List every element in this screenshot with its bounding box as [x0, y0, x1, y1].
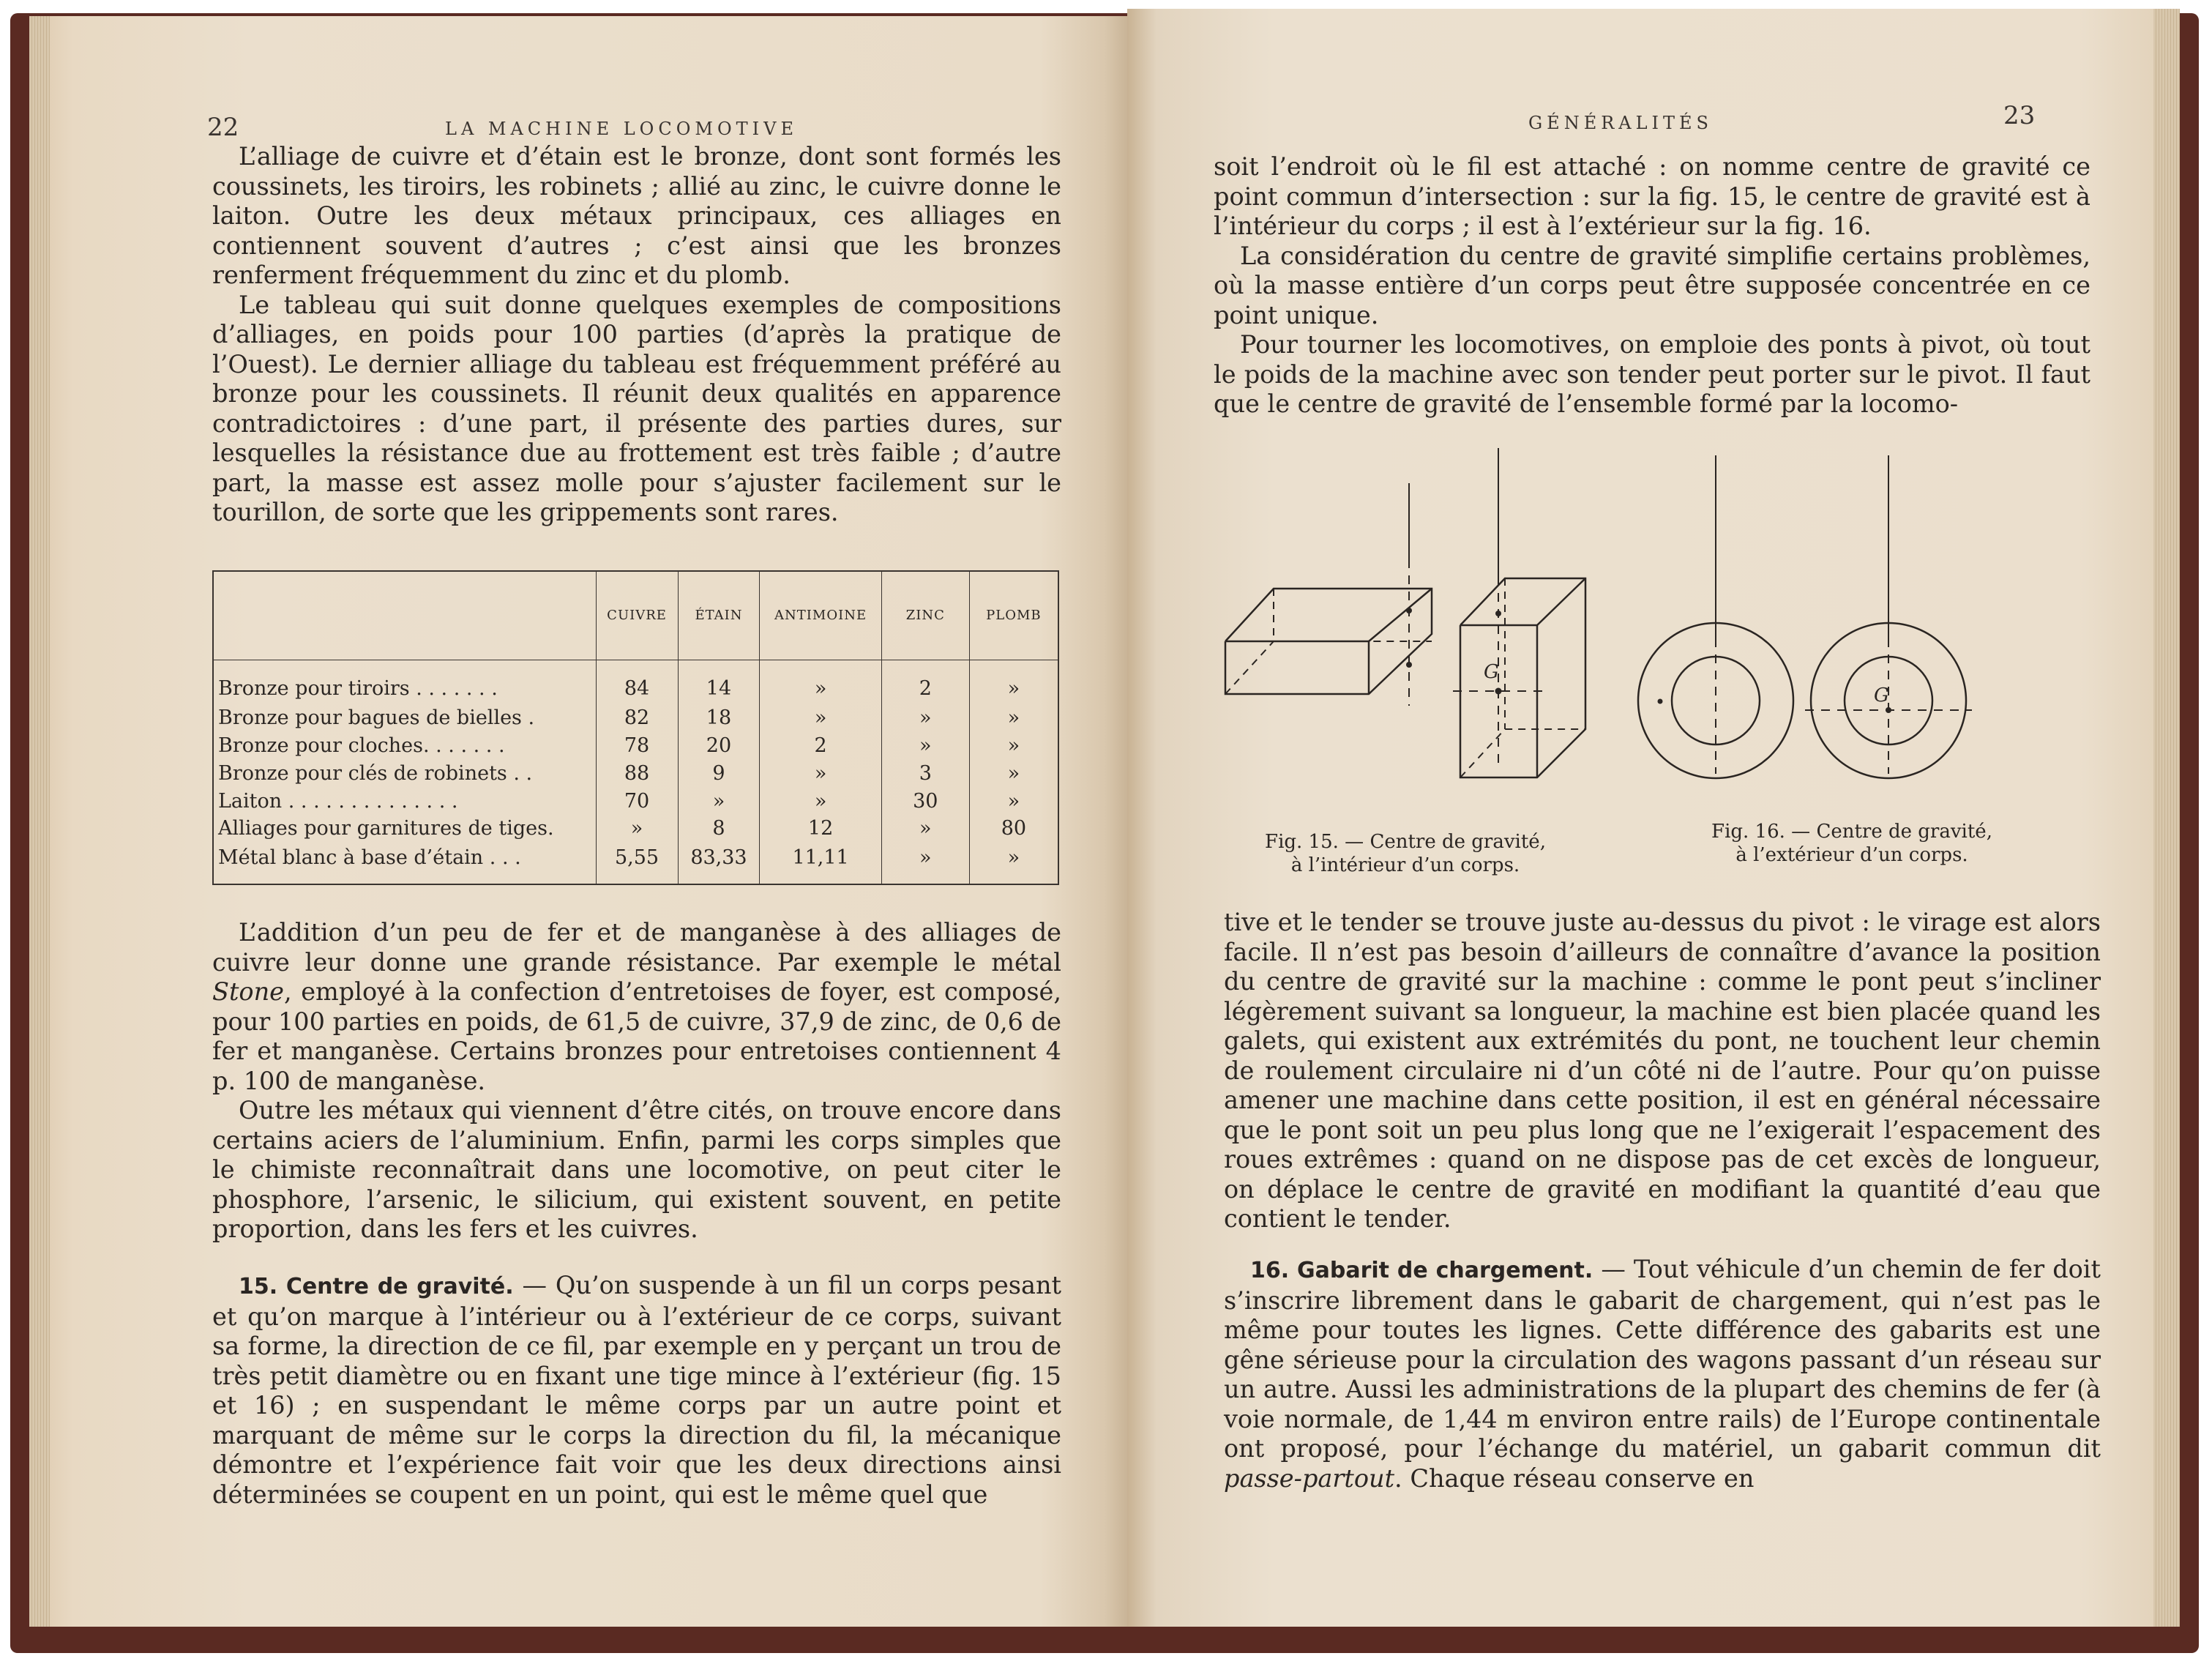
- paragraph: soit l’endroit où le fil est attaché : on nomme centre de gravité ce point commun d’intersection : sur la fig. 15, le centre de gravité est à l’intérieur du corps ; il est à l’extérieur sur la fig. 16.: [1214, 152, 2090, 240]
- cell: 3: [881, 760, 969, 788]
- paragraph: 16. Gabarit de chargement. — Tout véhicule d’un chemin de fer doit s’inscrire librement dans le gabarit de chargement, qui n’est pas le même pour toutes les lignes. Cette différence des gabarits est une gêne sérieuse pour la circulation des wagons passant d’un réseau sur un autre. Aussi les administrations de la plupart des chemins de fer (à voie normale, de 1,44 m environ entre rails) de l’Europe continentale ont proposé, pour l’échange du matériel, un gabarit commun dit passe-partout. Chaque réseau conserve en: [1224, 1255, 2101, 1493]
- center-of-gravity-dot: [1495, 688, 1502, 695]
- table-row: [213, 732, 1058, 760]
- table-row: [213, 843, 1058, 884]
- alloy-composition-table: [212, 570, 1059, 885]
- box-outline: [1460, 578, 1585, 777]
- cell: 88: [596, 760, 678, 788]
- italic-term: passe-partout: [1224, 1463, 1395, 1493]
- figures-15-16: [1222, 433, 2101, 821]
- column-header: ÉTAIN: [678, 571, 760, 660]
- text-block-section-15: [212, 1271, 1061, 1510]
- row-label: Métal blanc à base d’étain . . .: [218, 846, 521, 870]
- cell: »: [760, 705, 881, 733]
- page-number: 23: [2003, 101, 2036, 130]
- cell: 2: [881, 660, 969, 705]
- row-label: Laiton . . . . . . . . . . . . . .: [218, 789, 458, 813]
- cell: 82: [596, 705, 678, 733]
- cell: 70: [596, 788, 678, 816]
- table-row: [213, 816, 1058, 843]
- text-block-section-16: [1224, 1255, 2101, 1493]
- cell: »: [969, 732, 1058, 760]
- cell: 18: [678, 705, 760, 733]
- point-dot: [1406, 608, 1412, 613]
- text-block-middle: [1224, 908, 2101, 1234]
- text-block-top: [212, 142, 1061, 528]
- fig15-vertical-box: [1453, 448, 1585, 777]
- cell: 8: [678, 816, 760, 843]
- cell: »: [969, 760, 1058, 788]
- cell: »: [678, 788, 760, 816]
- cell: 2: [760, 732, 881, 760]
- point-dot: [1406, 662, 1412, 668]
- cell: 11,11: [760, 843, 881, 884]
- section-title: 15. Centre de gravité.: [239, 1274, 514, 1299]
- cell: 12: [760, 816, 881, 843]
- paragraph: L’addition d’un peu de fer et de manganèse à des alliages de cuivre leur donne une grande résistance. Par exemple le métal Stone, employé à la confection d’entretoises de foyer, est composé, pour 100 parties en poids, de 61,5 de cuivre, 37,9 de zinc, de 0,6 de fer et manganèse. Certains bronzes pour entretoises contiennent 4 p. 100 de manganèse.: [212, 918, 1061, 1095]
- fig16-ring-right: [1805, 455, 1972, 778]
- row-label: Bronze pour cloches. . . . . . .: [218, 734, 505, 758]
- table-row: [213, 660, 1058, 705]
- cell: »: [881, 843, 969, 884]
- cell: 9: [678, 760, 760, 788]
- cell: 80: [969, 816, 1058, 843]
- cell: »: [969, 843, 1058, 884]
- box-hidden-edges: [1460, 729, 1585, 777]
- paragraph: 15. Centre de gravité. — Qu’on suspende à un fil un corps pesant et qu’on marque à l’intérieur ou à l’extérieur de ce corps, suivant sa forme, la direction de ce fil, par exemple en y perçant un trou de très petit diamètre ou en fixant une tige mince à l’extérieur (fig. 15 et 16) ; en suspendant le même corps par un autre point et marquant de même sur le corps la direction du fil, la mécanique démontre et l’expérience fait voir que les deux directions ainsi déterminées se coupent en un point, qui est le même quel que: [212, 1271, 1061, 1509]
- box-front-top-edge: [1460, 578, 1585, 625]
- running-head: LA MACHINE LOCOMOTIVE: [445, 119, 798, 139]
- center-of-gravity-dot: [1886, 707, 1891, 713]
- fig15-horizontal-box: [1225, 483, 1432, 706]
- paragraph: Le tableau qui suit donne quelques exemples de compositions d’alliages, en poids pour 100 parties (d’après la pratique de l’Ouest). Le dernier alliage du tableau est fréquemment préféré au bronze pour les coussinets. Il réunit deux qualités en apparence contradictoires : d’une part, il présente des parties dures, sur lesquelles la résistance due au frottement est très faible ; d’autre part, la masse est assez molle pour s’ajuster facilement sur le tourillon, de sorte que les grippements sont rares.: [212, 290, 1061, 526]
- left-page: [29, 16, 1127, 1627]
- italic-term: Stone: [212, 977, 284, 1006]
- page-edge: [29, 16, 50, 1627]
- cell: »: [760, 660, 881, 705]
- fig16-caption: Fig. 16. — Centre de gravité, à l’extérieur d’un corps.: [1711, 821, 1992, 866]
- table-row: [213, 788, 1058, 816]
- cell: »: [760, 760, 881, 788]
- row-label: Bronze pour clés de robinets . .: [218, 761, 533, 785]
- cell: »: [596, 816, 678, 843]
- cell: »: [969, 660, 1058, 705]
- cell: »: [760, 788, 881, 816]
- box-front-top-edge: [1225, 589, 1432, 641]
- box-hidden-edges: [1225, 641, 1432, 694]
- paragraph: tive et le tender se trouve juste au-dessus du pivot : le virage est alors facile. Il n’est pas besoin d’ailleurs de connaître d’avance la position du centre de gravité sur la machine : comme le pont peut s’incliner légèrement suivant sa longueur, la machine est bien placée quand les galets, qui existent aux extrémités du pont, ne touchent leur chemin de roulement circulaire ni d’un côté ni de l’autre. Pour qu’on puisse amener une machine dans cette position, il est en général nécessaire que le pont soit un peu plus long que ne l’exigerait l’espacement des roues extrêmes : quand on ne dispose pas de cet excès de longueur, on déplace le centre de gravité en modifiant la quantité d’eau que contient le tender.: [1224, 908, 2101, 1233]
- cell: »: [881, 705, 969, 733]
- fig15-caption: Fig. 15. — Centre de gravité, à l’intérieur d’un corps.: [1265, 831, 1546, 876]
- column-header: PLOMB: [969, 571, 1058, 660]
- column-header: CUIVRE: [596, 571, 678, 660]
- page-number: 22: [207, 113, 239, 142]
- fig16-ring-left: [1638, 455, 1793, 778]
- cell: 83,33: [678, 843, 760, 884]
- column-header: ANTIMOINE: [760, 571, 881, 660]
- paragraph: La considération du centre de gravité simplifie certains problèmes, où la masse entière d’un corps peut être supposée concentrée en ce point unique.: [1214, 241, 2090, 329]
- cell: »: [969, 788, 1058, 816]
- cell: 14: [678, 660, 760, 705]
- row-label: Bronze pour tiroirs . . . . . . .: [218, 677, 498, 701]
- cell: »: [881, 816, 969, 843]
- cell: 30: [881, 788, 969, 816]
- label-g: G: [1484, 661, 1499, 683]
- text-block-middle: [212, 918, 1061, 1245]
- text-block-top: [1214, 152, 2090, 419]
- paragraph: Outre les métaux qui viennent d’être cités, on trouve encore dans certains aciers de l’aluminium. Enfin, parmi les corps simples que le chimiste reconnaîtrait dans une locomotive, on peut citer le phosphore, l’arsenic, le silicium, qui existent souvent, en petite proportion, dans les fers et les cuivres.: [212, 1096, 1061, 1243]
- label-g: G: [1874, 684, 1889, 706]
- cell: 20: [678, 732, 760, 760]
- cell: 78: [596, 732, 678, 760]
- table-row: [213, 760, 1058, 788]
- running-head: GÉNÉRALITÉS: [1528, 113, 1713, 133]
- cell: 84: [596, 660, 678, 705]
- section-title: 16. Gabarit de chargement.: [1250, 1258, 1593, 1283]
- table-row: [213, 705, 1058, 733]
- point-dot: [1495, 611, 1501, 616]
- column-header: ZINC: [881, 571, 969, 660]
- paragraph: Pour tourner les locomotives, on emploie des ponts à pivot, où tout le poids de la machine avec son tender peut porter sur le pivot. Il faut que le centre de gravité de l’ensemble formé par la locomo-: [1214, 330, 2090, 418]
- right-page: [1127, 9, 2180, 1627]
- ring-inner: [1672, 657, 1760, 745]
- cell: »: [881, 732, 969, 760]
- cell: »: [969, 705, 1058, 733]
- point-dot: [1658, 699, 1663, 704]
- row-label: Bronze pour bagues de bielles .: [218, 706, 535, 730]
- row-label: Alliages pour garnitures de tiges.: [218, 817, 554, 840]
- paragraph: L’alliage de cuivre et d’étain est le bronze, dont sont formés les coussinets, les tiroirs, les robinets ; allié au zinc, le cuivre donne le laiton. Outre les deux métaux principaux, ces alliages en contiennent souvent d’autres ; c’est ainsi que les bronzes renferment fréquemment du zinc et du plomb.: [212, 142, 1061, 289]
- page-edge: [2153, 9, 2180, 1627]
- cell: 5,55: [596, 843, 678, 884]
